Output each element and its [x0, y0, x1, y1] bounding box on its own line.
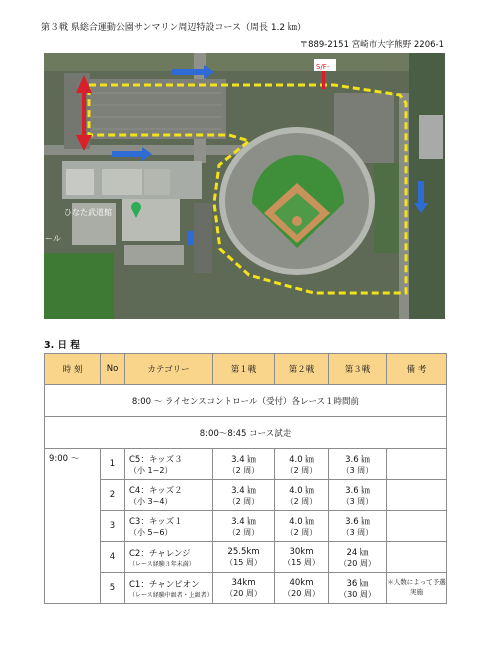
race1-distance: 3.4 ㎞ （2 周） — [213, 480, 275, 511]
course-map — [44, 53, 445, 319]
race-no: 3 — [101, 511, 125, 542]
race-no: 4 — [101, 542, 125, 573]
race1-distance: 25.5km （15 周） — [213, 542, 275, 573]
race-no: 5 — [101, 573, 125, 604]
start-finish-label: S/F- — [316, 63, 330, 71]
race-category: C5：キッズ３ （小 1~2） — [125, 449, 213, 480]
race3-distance: 36 ㎞ （30 周） — [329, 573, 387, 604]
header-no: No — [101, 354, 125, 385]
race2-distance: 40km （20 周） — [275, 573, 329, 604]
race3-distance: 3.6 ㎞ （3 周） — [329, 449, 387, 480]
race1-distance: 3.4 ㎞ （2 周） — [213, 511, 275, 542]
venue-address: 〒889-2151 宮崎市大字熊野 2206-1 — [299, 40, 444, 50]
race1-distance: 34km （20 周） — [213, 573, 275, 604]
race1-distance: 3.4 ㎞ （2 周） — [213, 449, 275, 480]
start-time: 9:00 ～ — [45, 449, 101, 604]
header-note: 備 考 — [387, 354, 447, 385]
header-category: カテゴリー — [125, 354, 213, 385]
table-row — [45, 542, 447, 573]
page-heading: 第３戦 県総合運動公園サンマリン周辺特設コース（周長 1.2 ㎞） — [41, 23, 306, 33]
race3-distance: 3.6 ㎞ （3 周） — [329, 511, 387, 542]
race2-distance: 4.0 ㎞ （2 周） — [275, 480, 329, 511]
race-note — [387, 542, 447, 573]
table-row — [45, 449, 447, 480]
table-row — [45, 480, 447, 511]
race-note — [387, 511, 447, 542]
license-control-row: 8:00 ～ ライセンスコントロール（受付）各レース１時間前 — [45, 385, 447, 417]
race-no: 1 — [101, 449, 125, 480]
race-note — [387, 449, 447, 480]
header-race3: 第３戦 — [329, 354, 387, 385]
schedule-table — [44, 353, 447, 604]
race-category: C4：キッズ２ （小 3~4） — [125, 480, 213, 511]
course-trial-row: 8:00～8:45 コース試走 — [45, 417, 447, 449]
race2-distance: 4.0 ㎞ （2 周） — [275, 511, 329, 542]
race-note — [387, 480, 447, 511]
race-category: C1：チャンピオン （レース経験中級者・上級者） — [125, 573, 213, 604]
schedule-title: 3. 日 程 — [44, 340, 80, 351]
race2-distance: 4.0 ㎞ （2 周） — [275, 449, 329, 480]
header-race1: 第１戦 — [213, 354, 275, 385]
race-category: C2：チャレンジ （レース経験３年未満） — [125, 542, 213, 573]
race2-distance: 30km （15 周） — [275, 542, 329, 573]
budokan-label: ひなた武道館 — [64, 208, 112, 217]
race-note: ＊人数によって予選実施 — [387, 573, 447, 604]
header-time: 時 刻 — [45, 354, 101, 385]
race3-distance: 24 ㎞ （20 周） — [329, 542, 387, 573]
race3-distance: 3.6 ㎞ （3 周） — [329, 480, 387, 511]
race-no: 2 — [101, 480, 125, 511]
edge-label: ール — [45, 234, 61, 243]
table-row — [45, 573, 447, 604]
race-category: C3：キッズ１ （小 5~6） — [125, 511, 213, 542]
header-race2: 第２戦 — [275, 354, 329, 385]
table-row — [45, 511, 447, 542]
